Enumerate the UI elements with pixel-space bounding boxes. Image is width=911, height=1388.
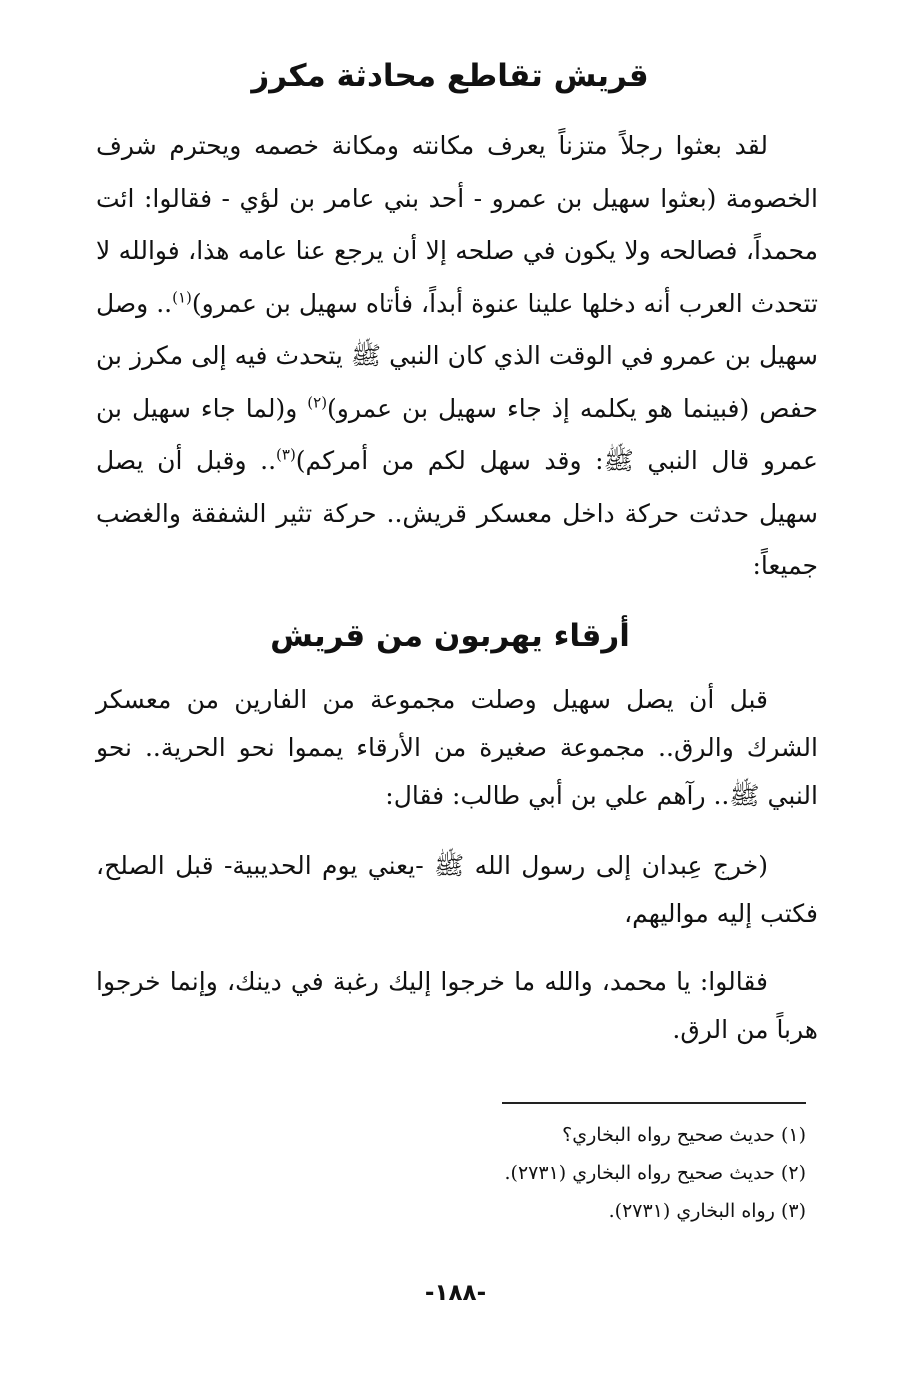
paragraph-masters-said: فقالوا: يا محمد، والله ما خرجوا إليك رغبة في دينك، وإنما خرجوا هرباً من الرق. xyxy=(96,967,818,1044)
footnote-marker-2: (٢) xyxy=(307,393,328,412)
footnote-item: (١) حديث صحيح رواه البخاري؟ xyxy=(562,1124,806,1146)
footnote-item: (٣) رواه البخاري (٢٧٣١). xyxy=(608,1200,806,1222)
page-number: -١٨٨- xyxy=(424,1280,487,1306)
section-heading-quraysh-intercepts: قريش تقاطع محادثة مكرز xyxy=(251,58,649,94)
paragraph-fugitives: قبل أن يصل سهيل وصلت مجموعة من الفارين من معسكر الشرك والرق.. مجموعة صغيرة من الأرقاء يمموا نحو الحرية.. نحو النبي ﷺ.. رآهم علي بن أبي طالب: فقال: xyxy=(96,685,818,810)
paragraph-text: .. وصل سهيل بن عمرو في الوقت الذي كان النبي ﷺ يتحدث فيه إلى مكرز بن حفص (فبينما هو يكلمه إذ جاء سهيل بن عمرو) xyxy=(96,288,818,423)
footnote-marker-3: (٣) xyxy=(276,445,296,464)
footnote-marker-1: (١) xyxy=(172,288,192,307)
paragraph-text: لقد بعثوا رجلاً متزناً يعرف مكانته ومكانة خصمه ويحترم شرف الخصومة (بعثوا سهيل بن عمرو - أحد بني عامر بن لؤي - فقالوا: ائت محمداً، فصالحه ولا يكون في صلحه إلا أن يرجع عنا عامه هذا، فوالله لا تتحدث العرب أنه دخلها علينا عنوة أبداً، فأتاه سهيل بن عمرو) xyxy=(96,131,818,318)
footnotes-list xyxy=(300,1116,806,1230)
paragraph-text: .. وقبل أن يصل سهيل حدثت حركة داخل معسكر قريش.. حركة تثير الشفقة والغضب جميعاً: xyxy=(96,446,818,580)
paragraph-text: و(لما جاء سهيل بن عمرو قال النبي ﷺ: وقد سهل لكم من أمركم) xyxy=(96,393,818,475)
footnote-divider xyxy=(502,1102,806,1104)
footnote-item: (٢) حديث صحيح رواه البخاري (٢٧٣١). xyxy=(504,1162,806,1184)
section-heading-slaves-flee: أرقاء يهربون من قريش xyxy=(270,618,630,654)
paragraph-slaves-came-out: (خرج عِبدان إلى رسول الله ﷺ -يعني يوم الحديبية- قبل الصلح، فكتب إليه مواليهم، xyxy=(96,851,818,928)
paragraph-suhayl-sent xyxy=(96,120,818,593)
